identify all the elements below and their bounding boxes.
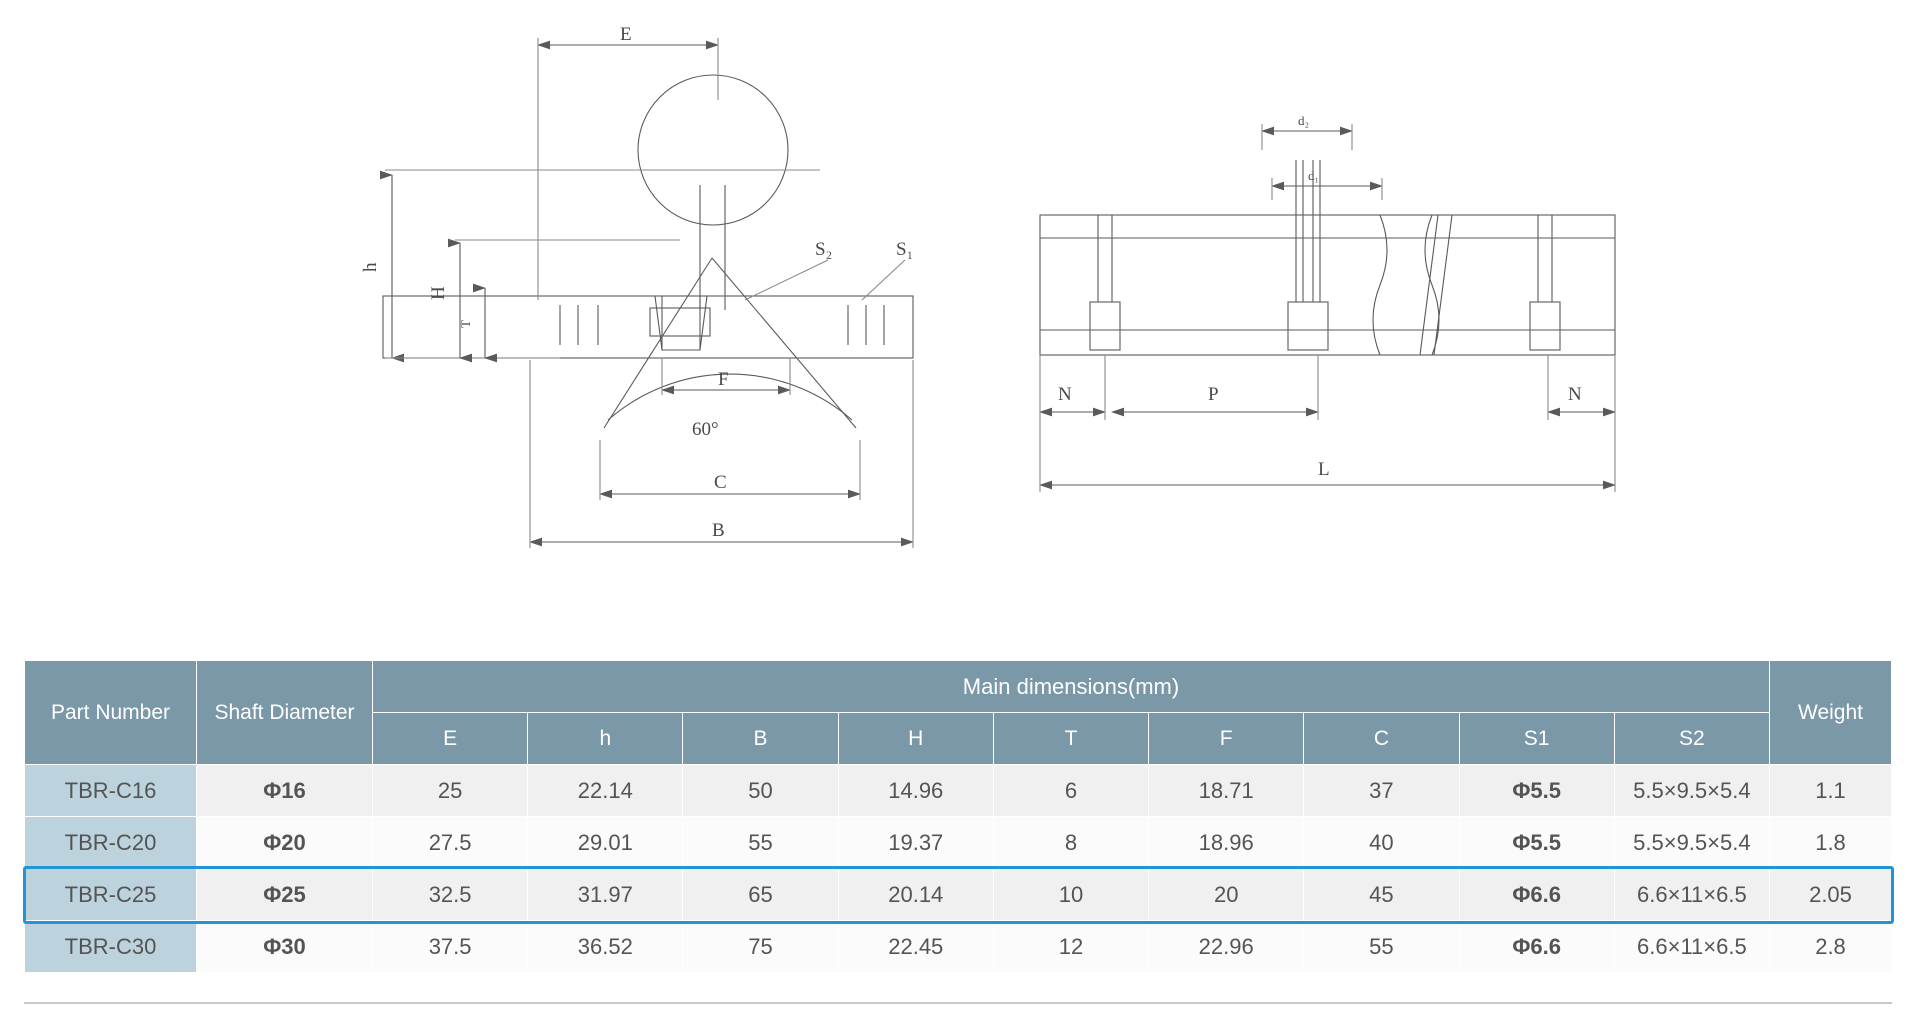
label-L: L [1318, 459, 1330, 480]
header-S2: S2 [1614, 713, 1769, 765]
cell-S1: Φ5.5 [1459, 765, 1614, 817]
cell-E: 32.5 [373, 869, 528, 921]
cell-shaft-diameter: Φ20 [197, 817, 373, 869]
cell-H: 14.96 [838, 765, 993, 817]
label-S2: S₂ [815, 239, 833, 260]
cell-B: 50 [683, 765, 838, 817]
cell-C: 45 [1304, 869, 1459, 921]
cell-T: 6 [993, 765, 1148, 817]
cell-part-number: TBR-C16 [25, 765, 197, 817]
header-T: T [993, 713, 1148, 765]
label-E: E [620, 24, 632, 45]
cell-weight: 1.1 [1770, 765, 1892, 817]
cell-F: 20 [1149, 869, 1304, 921]
label-B: B [712, 520, 725, 541]
cell-T: 10 [993, 869, 1148, 921]
cell-weight: 2.05 [1770, 869, 1892, 921]
cell-B: 65 [683, 869, 838, 921]
cell-part-number: TBR-C30 [25, 921, 197, 973]
table-row[interactable] [25, 817, 1892, 869]
header-shaft-diameter: Shaft Diameter [197, 661, 373, 765]
header-main-dimensions: Main dimensions(mm) [373, 661, 1770, 713]
cell-T: 12 [993, 921, 1148, 973]
cell-C: 37 [1304, 765, 1459, 817]
table-header-row-1 [25, 661, 1892, 713]
cell-S2: 6.6×11×6.5 [1614, 869, 1769, 921]
cell-F: 18.96 [1149, 817, 1304, 869]
header-h: h [528, 713, 683, 765]
label-P: P [1208, 384, 1219, 405]
label-N-right: N [1568, 384, 1582, 405]
cell-S1: Φ6.6 [1459, 921, 1614, 973]
side-long-view [1040, 124, 1615, 492]
cell-shaft-diameter: Φ16 [197, 765, 373, 817]
label-H: H [428, 286, 449, 300]
label-d2: d₂ [1298, 113, 1310, 128]
cell-B: 75 [683, 921, 838, 973]
label-S1: S₁ [896, 239, 914, 260]
cell-C: 55 [1304, 921, 1459, 973]
cell-C: 40 [1304, 817, 1459, 869]
header-S1: S1 [1459, 713, 1614, 765]
cell-H: 20.14 [838, 869, 993, 921]
header-B: B [683, 713, 838, 765]
cell-S1: Φ6.6 [1459, 869, 1614, 921]
cell-part-number: TBR-C25 [25, 869, 197, 921]
specification-table-wrap [24, 660, 1892, 973]
cell-weight: 1.8 [1770, 817, 1892, 869]
header-C: C [1304, 713, 1459, 765]
cell-E: 25 [373, 765, 528, 817]
cell-h: 31.97 [528, 869, 683, 921]
cell-shaft-diameter: Φ30 [197, 921, 373, 973]
table-row-selected[interactable] [25, 869, 1892, 921]
header-F: F [1149, 713, 1304, 765]
cell-S2: 5.5×9.5×5.4 [1614, 765, 1769, 817]
cell-F: 18.71 [1149, 765, 1304, 817]
label-T: T [458, 320, 473, 328]
header-weight: Weight [1770, 661, 1892, 765]
label-h: h [360, 262, 381, 272]
header-E: E [373, 713, 528, 765]
cell-h: 29.01 [528, 817, 683, 869]
cell-E: 37.5 [373, 921, 528, 973]
bottom-divider [24, 1002, 1892, 1004]
cell-H: 22.45 [838, 921, 993, 973]
cell-h: 36.52 [528, 921, 683, 973]
cell-S2: 5.5×9.5×5.4 [1614, 817, 1769, 869]
header-H: H [838, 713, 993, 765]
label-F: F [718, 369, 729, 390]
table-header [25, 661, 1892, 765]
cell-part-number: TBR-C20 [25, 817, 197, 869]
table-body [25, 765, 1892, 973]
table-row[interactable] [25, 921, 1892, 973]
cell-H: 19.37 [838, 817, 993, 869]
cell-S1: Φ5.5 [1459, 817, 1614, 869]
cell-shaft-diameter: Φ25 [197, 869, 373, 921]
header-part-number: Part Number [25, 661, 197, 765]
specification-table [24, 660, 1892, 973]
cell-S2: 6.6×11×6.5 [1614, 921, 1769, 973]
label-angle-60: 60° [692, 419, 719, 440]
cell-h: 22.14 [528, 765, 683, 817]
cell-F: 22.96 [1149, 921, 1304, 973]
cell-B: 55 [683, 817, 838, 869]
label-C: C [714, 472, 727, 493]
cell-E: 27.5 [373, 817, 528, 869]
label-d1: d₁ [1308, 168, 1320, 183]
cell-T: 8 [993, 817, 1148, 869]
table-row[interactable] [25, 765, 1892, 817]
cell-weight: 2.8 [1770, 921, 1892, 973]
front-section-view [383, 38, 913, 548]
label-N-left: N [1058, 384, 1072, 405]
